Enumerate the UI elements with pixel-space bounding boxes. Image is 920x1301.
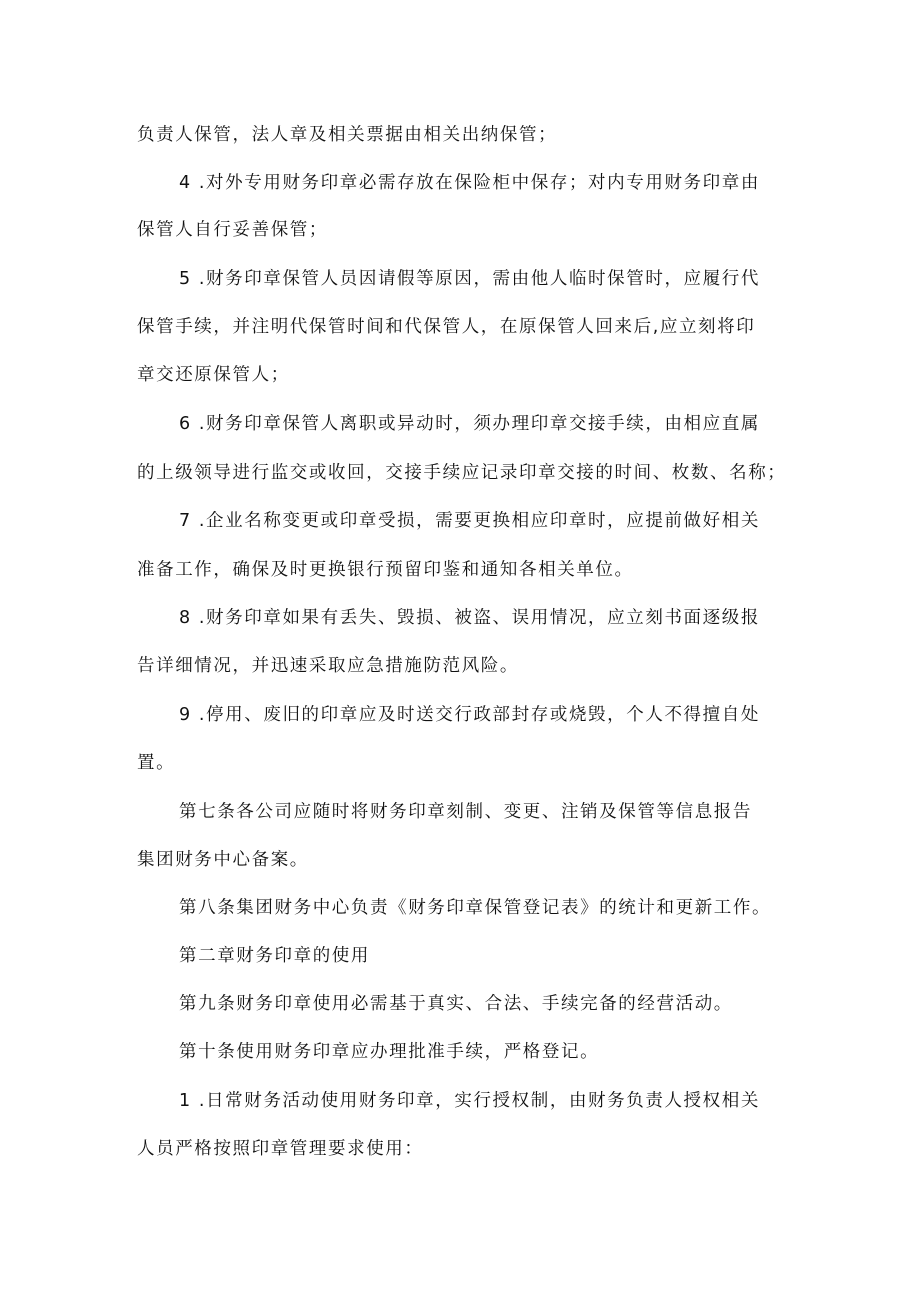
text-line-4: 5 .财务印章保管人员因请假等原因，需由他人临时保管时，应履行代 — [179, 269, 760, 289]
text-line-3: 保管人自行妥善保管； — [137, 220, 328, 240]
text-line-21: 1 .日常财务活动使用财务印章，实行授权制，由财务负责人授权相关 — [179, 1091, 760, 1111]
text-line-5: 保管手续，并注明代保管时间和代保管人，在原保管人回来后,应立刻将印 — [137, 317, 756, 337]
text-line-2: 4 .对外专用财务印章必需存放在保险柜中保存；对内专用财务印章由 — [179, 173, 760, 193]
text-line-8: 的上级领导进行监交或收回，交接手续应记录印章交接的时间、枚数、名称； — [137, 463, 787, 483]
text-line-1: 负责人保管，法人章及相关票据由相关出纳保管； — [137, 125, 558, 145]
text-line-16: 集团财务中心备案。 — [137, 850, 309, 870]
text-line-17: 第八条集团财务中心负责《财务印章保管登记表》的统计和更新工作。 — [179, 898, 772, 918]
text-line-14: 置。 — [137, 753, 176, 773]
text-line-6: 章交还原保管人； — [137, 365, 290, 385]
text-line-7: 6 .财务印章保管人离职或异动时，须办理印章交接手续，由相应直属 — [179, 414, 760, 434]
section-heading: 第二章财务印章的使用 — [179, 946, 370, 966]
text-line-13: 9 .停用、废旧的印章应及时送交行政部封存或烧毁，个人不得擅自处 — [179, 705, 760, 725]
text-line-10: 准备工作，确保及时更换银行预留印鉴和通知各相关单位。 — [137, 560, 634, 580]
text-line-11: 8 .财务印章如果有丢失、毁损、被盗、误用情况，应立刻书面逐级报 — [179, 608, 760, 628]
text-line-15: 第七条各公司应随时将财务印章刻制、变更、注销及保管等信息报告 — [179, 802, 752, 822]
text-line-20: 第十条使用财务印章应办理批准手续，严格登记。 — [179, 1042, 600, 1062]
text-line-19: 第九条财务印章使用必需基于真实、合法、手续完备的经营活动。 — [179, 994, 733, 1014]
text-line-12: 告详细情况，并迅速采取应急措施防范风险。 — [137, 656, 519, 676]
text-line-22: 人员严格按照印章管理要求使用： — [137, 1139, 424, 1159]
text-line-9: 7 .企业名称变更或印章受损，需要更换相应印章时，应提前做好相关 — [179, 511, 760, 531]
